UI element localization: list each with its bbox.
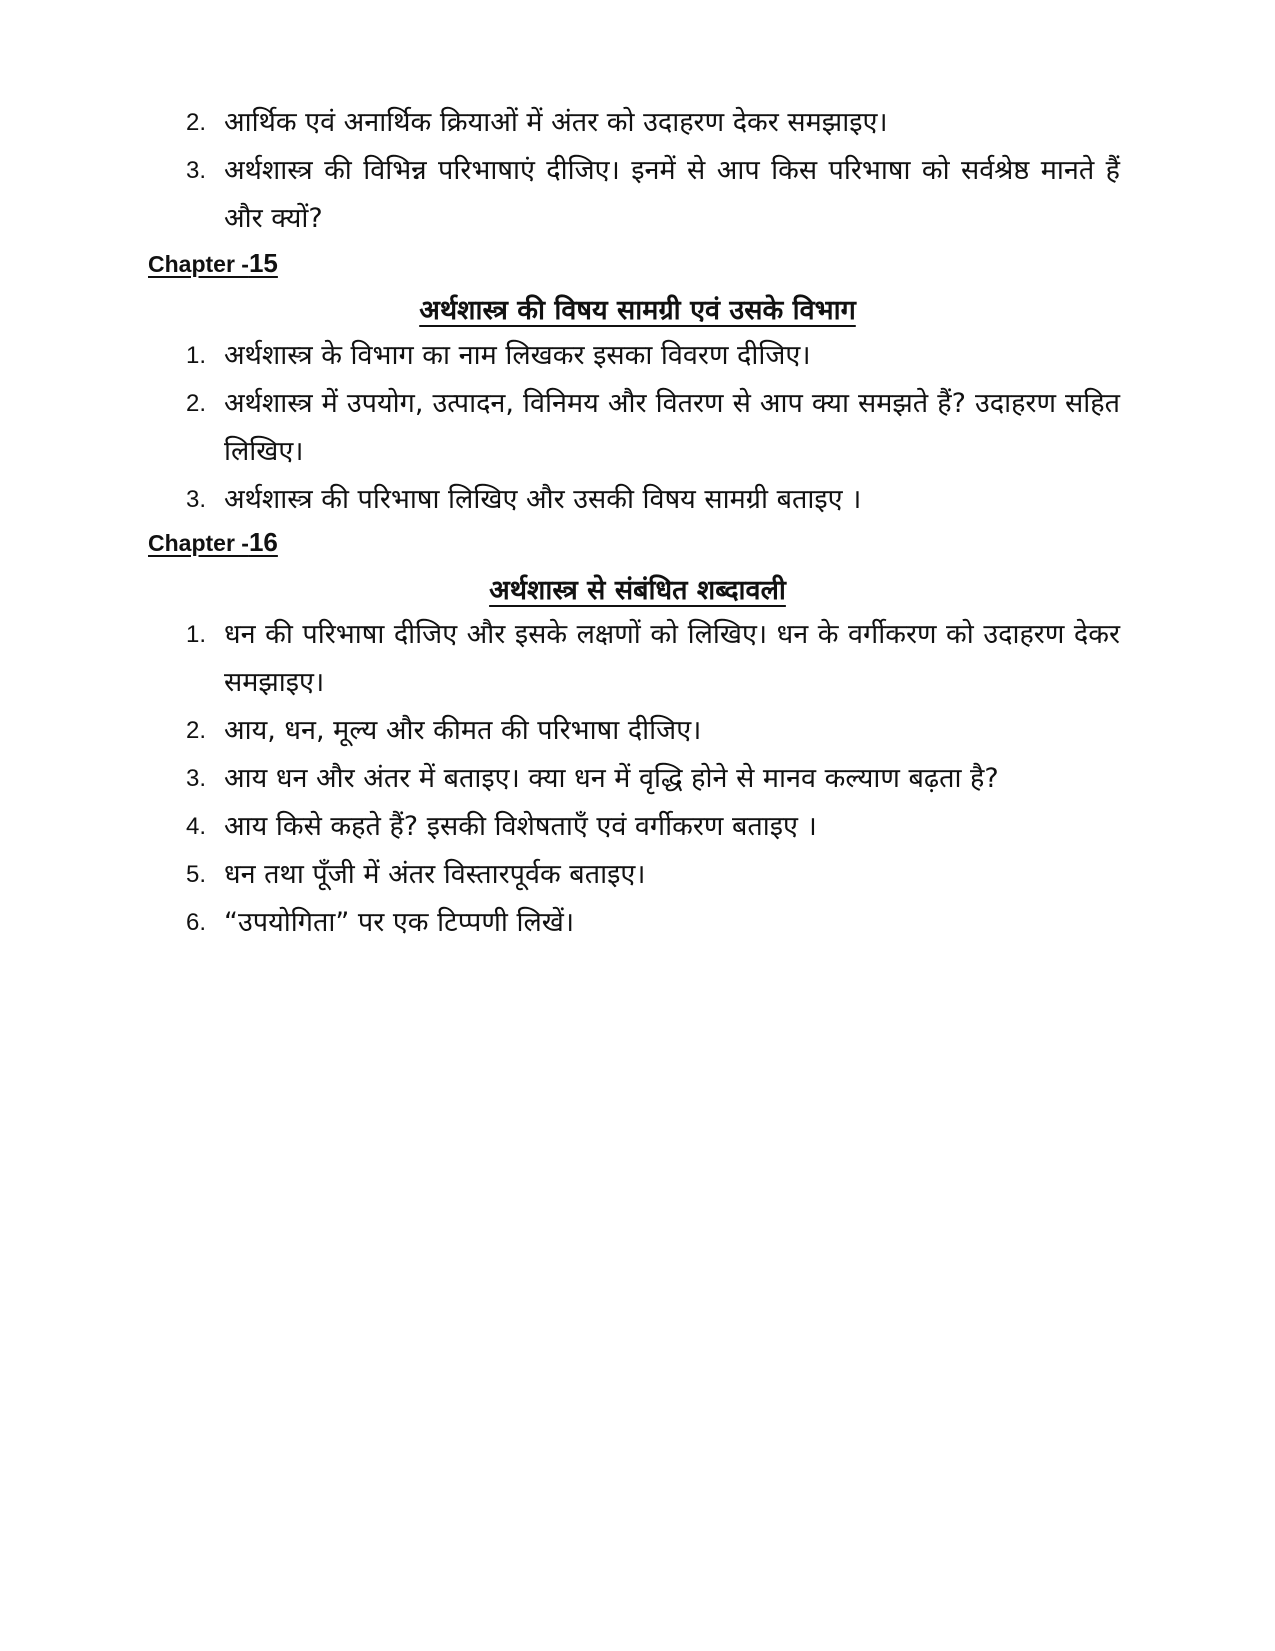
question-item: [186, 899, 1120, 947]
question-number: 3.: [186, 157, 207, 184]
question-item: [186, 707, 1120, 755]
question-item: [186, 851, 1120, 899]
chapter-label-text: Chapter -: [148, 530, 249, 556]
question-text: आय किसे कहते हैं? इसकी विशेषताएँ एवं वर्गीकरण बताइए ।: [224, 811, 817, 842]
question-item: [186, 380, 1120, 476]
question-text: आय, धन, मूल्य और कीमत की परिभाषा दीजिए।: [224, 715, 702, 746]
question-item: [186, 476, 1120, 524]
intro-question-list: [186, 99, 1120, 243]
question-number: 2.: [186, 109, 207, 136]
chapter-number: 15: [248, 248, 278, 278]
question-number: 3.: [186, 765, 207, 792]
chapter-title: अर्थशास्त्र की विषय सामग्री एवं उसके विभाग: [419, 295, 856, 326]
question-text: अर्थशास्त्र की विभिन्न परिभाषाएं दीजिए। इनमें से आप किस परिभाषा को सर्वश्रेष्ठ मानते हैं और क्यों?: [224, 155, 1120, 234]
question-item: [186, 611, 1120, 707]
chapter-question-list: [186, 611, 1120, 947]
question-number: 1.: [186, 621, 207, 648]
question-text: अर्थशास्त्र में उपयोग, उत्पादन, विनिमय और वितरण से आप क्या समझते हैं? उदाहरण सहित लिखिए।: [224, 388, 1120, 467]
question-text: “उपयोगिता” पर एक टिप्पणी लिखें।: [224, 907, 575, 938]
chapter-label-text: Chapter -: [148, 251, 249, 277]
question-number: 4.: [186, 813, 207, 840]
chapter-heading: [148, 527, 278, 558]
question-text: अर्थशास्त्र के विभाग का नाम लिखकर इसका विवरण दीजिए।: [224, 340, 811, 371]
question-text: धन की परिभाषा दीजिए और इसके लक्षणों को लिखिए। धन के वर्गीकरण को उदाहरण देकर समझाइए।: [224, 619, 1120, 698]
question-text: आर्थिक एवं अनार्थिक क्रियाओं में अंतर को उदाहरण देकर समझाइए।: [224, 107, 888, 138]
question-item: [186, 99, 1120, 147]
question-item: [186, 755, 1120, 803]
question-item: [186, 147, 1120, 243]
question-item: [186, 803, 1120, 851]
question-text: धन तथा पूँजी में अंतर विस्तारपूर्वक बताइए।: [224, 859, 646, 890]
question-number: 5.: [186, 861, 207, 888]
question-item: [186, 332, 1120, 380]
question-text: अर्थशास्त्र की परिभाषा लिखिए और उसकी विषय सामग्री बताइए ।: [224, 484, 862, 515]
chapter-heading: [148, 248, 278, 279]
chapter-title: अर्थशास्त्र से संबंधित शब्दावली: [489, 575, 786, 606]
question-number: 6.: [186, 909, 207, 936]
question-number: 1.: [186, 342, 207, 369]
question-number: 2.: [186, 390, 207, 417]
chapter-question-list: [186, 332, 1120, 524]
chapter-number: 16: [248, 527, 278, 557]
question-text: आय धन और अंतर में बताइए। क्या धन में वृद्धि होने से मानव कल्याण बढ़ता है?: [224, 763, 999, 794]
question-number: 3.: [186, 486, 207, 513]
question-number: 2.: [186, 717, 207, 744]
